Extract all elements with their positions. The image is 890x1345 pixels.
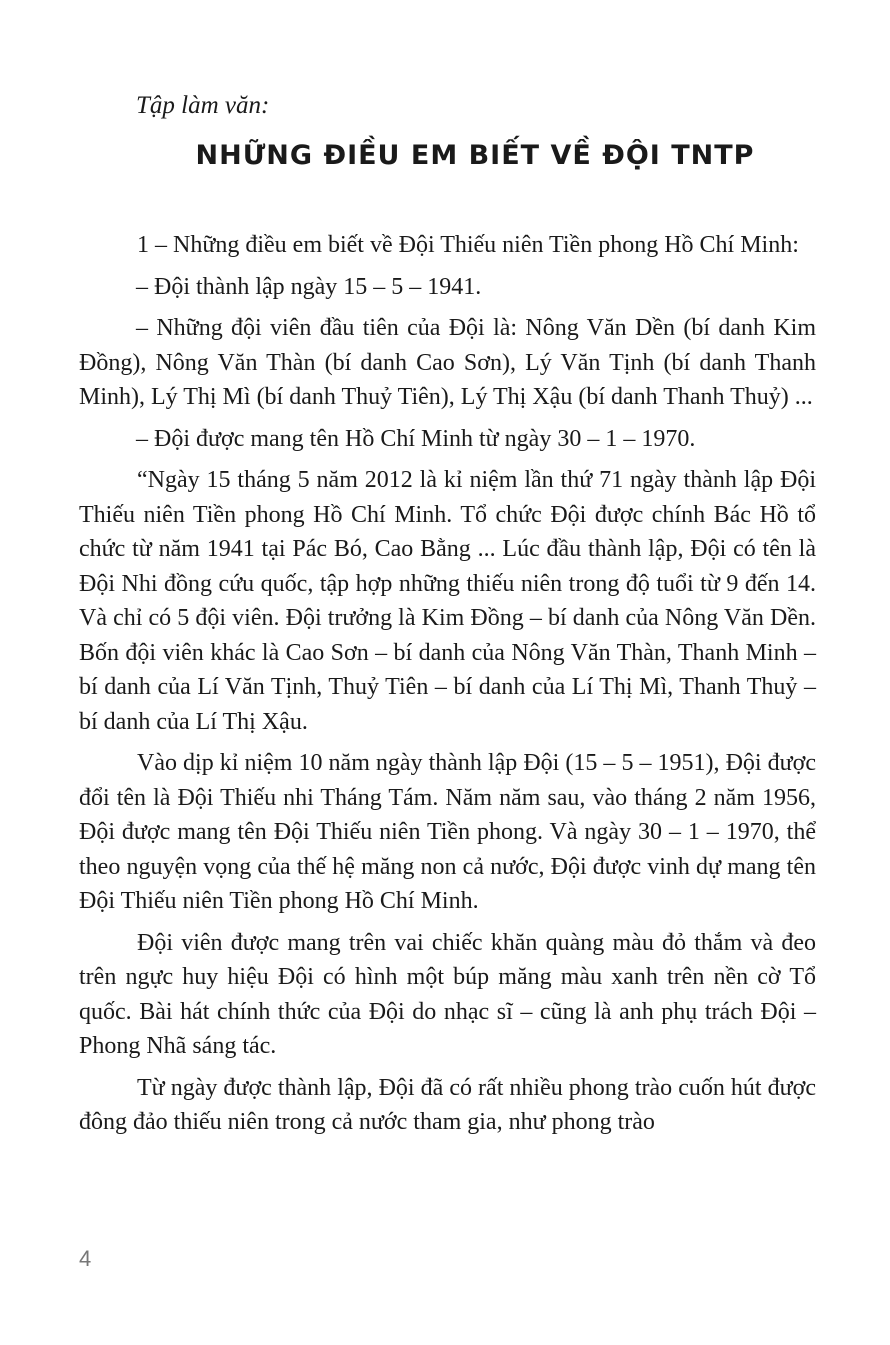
subject-label: Tập làm văn: xyxy=(136,92,270,119)
bullet-founding-date: – Đội thành lập ngày 15 – 5 – 1941. xyxy=(136,273,482,300)
page-number: 4 xyxy=(79,1246,92,1271)
paragraph-history: “Ngày 15 tháng 5 năm 2012 là kỉ niệm lần thứ 71 ngày thành lập Đội Thiếu niên Tiền phong Hồ Chí Minh. Tổ chức Đội được chính Bác Hồ tổ chức từ năm 1941 tại Pác Bó, Cao Bằng ... Lúc đầu thành lập, Đội có tên là Đội Nhi đồng cứu quốc, tập hợp những thiếu niên trong độ tuổi từ 9 đến 14. Và chỉ có 5 đội viên. Đội trưởng là Kim Đồng – bí danh của Nông Văn Dền. Bốn đội viên khác là Cao Sơn – bí danh của Nông Văn Thàn, Thanh Minh – bí danh của Lí Văn Tịnh, Thuỷ Tiên – bí danh của Lí Thị Mì, Thanh Thuỷ – bí danh của Lí Thị Xậu. xyxy=(79,467,816,735)
paragraph-symbols: Đội viên được mang trên vai chiếc khăn quàng màu đỏ thắm và đeo trên ngực huy hiệu Đội có hình một búp măng màu xanh trên nền cờ Tổ quốc. Bài hát chính thức của Đội do nhạc sĩ – cũng là anh phụ trách Đội – Phong Nhã sáng tác. xyxy=(79,929,816,1059)
page-title: NHỮNG ĐIỀU EM BIẾT VỀ ĐỘI TNTP xyxy=(195,140,755,171)
body-text xyxy=(79,228,816,1147)
bullet-named-date: – Đội được mang tên Hồ Chí Minh từ ngày 30 – 1 – 1970. xyxy=(136,425,696,452)
paragraph-renaming: Vào dịp kỉ niệm 10 năm ngày thành lập Đội (15 – 5 – 1951), Đội được đổi tên là Đội Thiếu nhi Tháng Tám. Năm năm sau, vào tháng 2 năm 1956, Đội được mang tên Đội Thiếu niên Tiền phong. Và ngày 30 – 1 – 1970, thể theo nguyện vọng của thế hệ măng non cả nước, Đội được vinh dự mang tên Đội Thiếu niên Tiền phong Hồ Chí Minh. xyxy=(79,750,816,914)
paragraph-intro: 1 – Những điều em biết về Đội Thiếu niên Tiền phong Hồ Chí Minh: xyxy=(137,232,799,258)
bullet-first-members: – Những đội viên đầu tiên của Đội là: Nông Văn Dền (bí danh Kim Đồng), Nông Văn Thàn (bí danh Cao Sơn), Lý Văn Tịnh (bí danh Thanh Minh), Lý Thị Mì (bí danh Thuỷ Tiên), Lý Thị Xậu (bí danh Thanh Thuỷ) ... xyxy=(79,315,816,410)
paragraph-movements: Từ ngày được thành lập, Đội đã có rất nhiều phong trào cuốn hút được đông đảo thiếu niên trong cả nước tham gia, như phong trào xyxy=(79,1074,816,1135)
